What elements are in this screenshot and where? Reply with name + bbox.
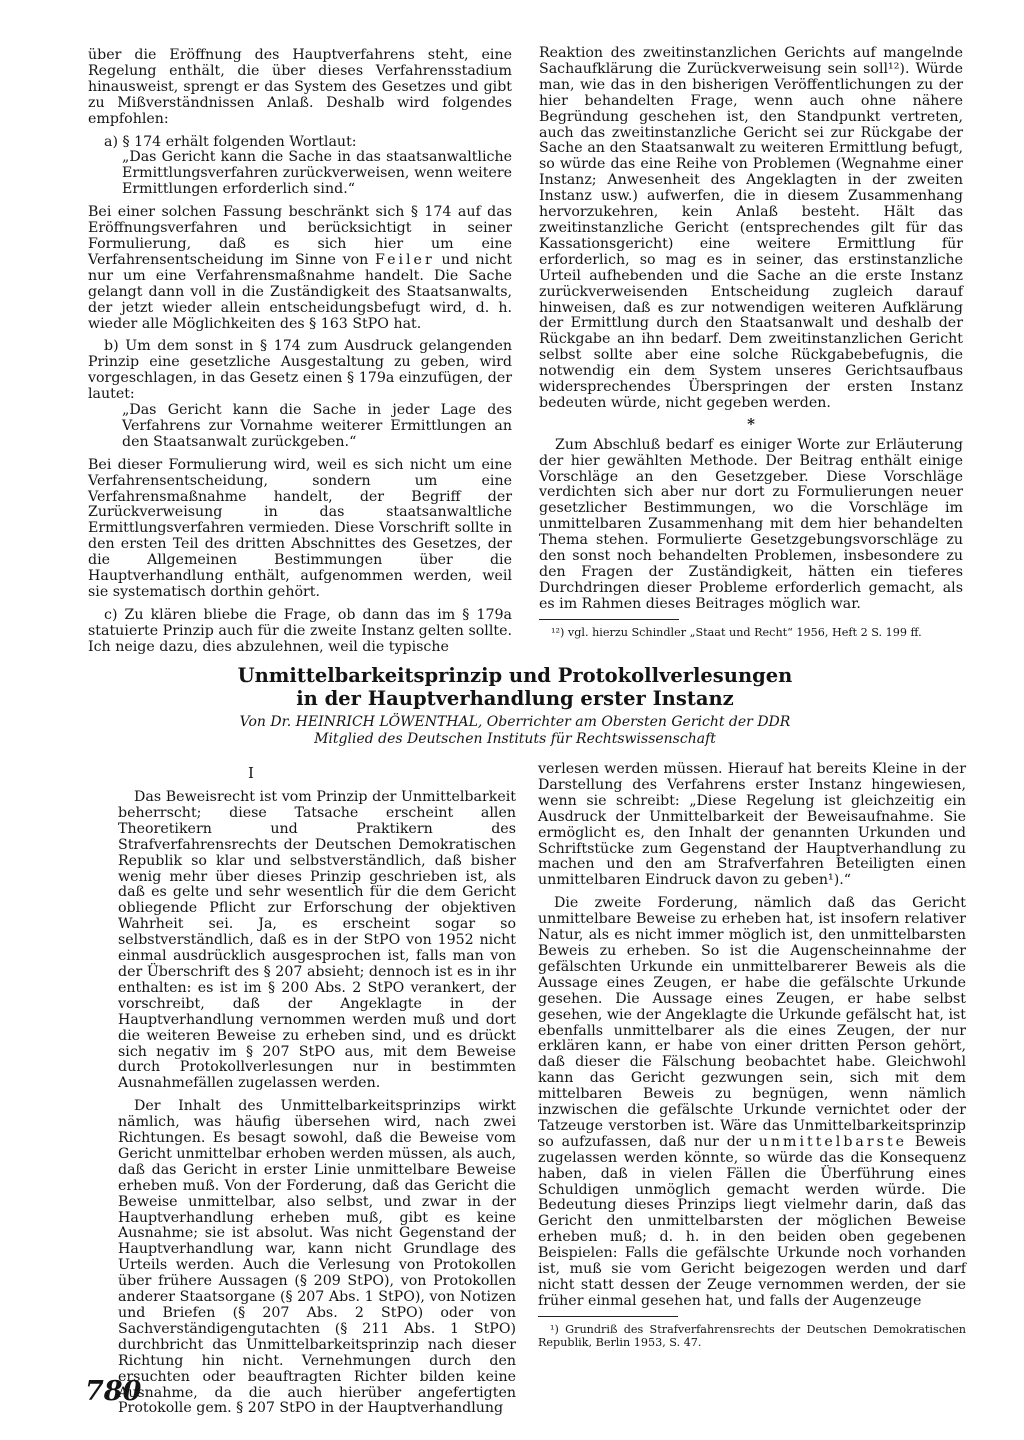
article-title-line: Unmittelbarkeitsprinzip und Protokollverlesungen (237, 664, 793, 687)
quote: „Das Gericht kann die Sache in das staatsanwaltliche Ermittlungsverfahren zurückverweisen, wenn weitere Ermittlungen erforderlich sind.“ (122, 149, 512, 198)
column-bottom-left (118, 790, 516, 1417)
text-run: Die zweite Forderung, nämlich daß das Gericht unmittelbare Beweise zu erheben hat, ist insofern relativer Natur, als es nicht immer möglich ist, den unmittelbarsten Beweis zu erheben. So ist die Augenscheinnahme der gefälschten Urkunde ein unmittelbarerer Beweis als die Aussage eines Zeugen, er habe die gefälschte Urkunde gesehen. Die Aussage eines Zeugen, er habe selbst gesehen, wie der Angeklagte die Urkunde gefälscht hat, ist ebenfalls unmittelbarer als die eines Zeugen, der nur erklären kann, er habe von einer dritten Person gehört, daß dieser die Fälschung beobachtet habe. Gleichwohl kann das Gericht gezwungen sein, sich mit dem mittelbaren Beweis zu begnügen, wenn nämlich inzwischen die gefälschte Urkunde vernichtet oder der Tatzeuge verstorben ist. Wäre das Unmittelbarkeitsprinzip so aufzufassen, daß nur der (538, 895, 966, 1150)
page-number: 780 (85, 1376, 142, 1407)
column-top-left (88, 48, 512, 656)
text-run: Bei einer solchen Fassung beschränkt sich § 174 auf das Eröffnungsverfahren und berücksichtigt in seiner Formulierung, daß es sich hier um eine Verfahrensentscheidung im Sinne von (88, 204, 512, 268)
paragraph: Das Beweisrecht ist vom Prinzip der Unmittelbarkeit beherrscht; diese Tatsache erscheint allen Theoretikern und Praktikern des Strafverfahrensrechts der Deutschen Demokratischen Republik so klar und selbstverständlich, daß bisher wenig mehr über dieses Prinzip geschrieben ist, als daß es gelte und sehr wesentlich für die dem Gericht obliegende Pflicht zur Erforschung der objektiven Wahrheit sei. Ja, es erscheint sogar so selbstverständlich, daß es in der StPO von 1952 nicht einmal ausdrücklich ausgesprochen ist, falls man von der Überschrift des § 207 absieht; dennoch ist es in ihr enthalten: es ist im § 200 Abs. 2 StPO verankert, der vorschreibt, daß der Angeklagte in der Hauptverhandlung vernommen werden muß und dort die weiteren Beweise zu erheben sind, und es drückt sich negativ im § 207 StPO aus, mit dem Beweise durch Protokollverlesungen nur in bestimmten Ausnahmefällen zugelassen werden. (118, 789, 516, 1092)
paragraph (538, 896, 966, 1310)
paragraph: über die Eröffnung des Hauptverfahrens steht, eine Regelung enthält, die über dieses Verfahrensstadium hinausweist, sprengt er das System des Gesetzes und gibt zu Mißverständnissen Anlaß. Deshalb wird folgendes empfohlen: (88, 47, 512, 127)
paragraph: a) § 174 erhält folgenden Wortlaut: (104, 133, 357, 150)
text-run: und nicht nur um eine Verfahrensmaßnahme handelt. Die Sache gelangt dann voll in die Zuständigkeit des Staatsanwalts, der jetzt wieder allein entscheidungsbefugt wird, d. h. wieder alle Möglichkeiten des § 163 StPO hat. (88, 251, 512, 332)
paragraph: Der Inhalt des Unmittelbarkeitsprinzips wirkt nämlich, was häufig übersehen wird, nach zwei Richtungen. Es besagt sowohl, daß die Beweise vom Gericht unmittelbar erhoben werden müssen, als auch, daß das Gericht in erster Linie unmittelbare Beweise erheben muß. Von der Forderung, daß das Gericht die Beweise unmittelbar, also selbst, und zwar in der Hauptverhandlung erheben muß, gibt es keine Ausnahme; sie ist absolut. Was nicht Gegenstand der Hauptverhandlung war, kann nicht Grundlage des Urteils werden. Auch die Verlesung von Protokollen über frühere Aussagen (§ 209 StPO), von Protokollen anderer Staatsorgane (§ 207 Abs. 1 StPO), von Notizen und Briefen (§ 207 Abs. 2 StPO) oder von Sachverständigengutachten (§ 211 Abs. 1 StPO) durchbricht das Unmittelbarkeitsprinzip nach dieser Richtung hin nicht. Vernehmungen durch den ersuchten oder beauftragten Richter bilden keine Ausnahme, da die auch hierüber angefertigten Protokolle gem. § 207 StPO in der Hauptverhandlung (118, 1098, 516, 1417)
article-byline (120, 714, 910, 748)
footnote-rule (539, 619, 679, 620)
paragraph (88, 205, 512, 332)
quote: „Das Gericht kann die Sache in jeder Lage des Verfahrens zur Vornahme weiterer Ermittlungen an den Staatsanwalt zurückgeben.“ (122, 402, 512, 450)
footnote: ¹) Grundriß des Strafverfahrensrechts der Deutschen Demokratischen Republik, Berlin 1953, S. 47. (538, 1322, 966, 1349)
section-divider-asterisk: * (747, 414, 755, 433)
article-title-line: in der Hauptverhandlung erster Instanz (296, 687, 734, 710)
article-title (120, 664, 910, 710)
section-number: I (248, 764, 254, 782)
byline-affiliation: Mitglied des Deutschen Instituts für Rechtswissenschaft (314, 731, 716, 747)
byline-author: Von Dr. HEINRICH LÖWENTHAL, Oberrichter am Obersten Gericht der DDR (239, 714, 791, 730)
paragraph: Reaktion des zweitinstanzlichen Gerichts auf mangelnde Sachaufklärung die Zurückverweisung sein soll¹²). Würde man, wie das in den bisherigen Veröffentlichungen zu der hier behandelten Frage, wenn auch ohne nähere Begründung geschehen ist, den Standpunkt vertreten, auch das zweitinstanzliche Gericht sei zur Rückgabe der Sache an den Staatsanwalt zu weiteren Ermittlung befugt, so würde das eine Reihe von Problemen (Wegnahme einer Instanz; Anwesenheit des Angeklagten in der zweiten Instanz usw.) aufwerfen, die in diesem Zusammenhang hervorzukehren, kein Anlaß besteht. Hält das zweitinstanzliche Gericht (entsprechendes gilt für das Kassationsgericht) eine weitere Ermittlung für erforderlich, so mag es in seiner, das erstinstanzliche Urteil aufhebenden und die Sache an die erste Instanz zurückverweisenden Entscheidung zugleich darauf hinweisen, daß es zur notwendigen weiteren Aufklärung der Ermittlung durch den Staatsanwalt und deshalb der Rückgabe an ihn bedarf. Dem zweitinstanzlichen Gericht selbst sollte aber eine solche Rückgabebefugnis, die notwendig ein dem System unseres Gerichtsaufbaus widersprechendes Überspringen der ersten Instanz bedeuten würde, nicht gegeben werden. (539, 45, 963, 411)
column-top-right (539, 46, 963, 639)
paragraph: Zum Abschluß bedarf es einiger Worte zur Erläuterung der hier gewählten Methode. Der Beitrag enthält einige Vorschläge an den Gesetzgeber. Diese Vorschläge verdichten sich aber nur dort zu Formulierungen neuer gesetzlicher Bestimmungen, wo die Vorschläge im unmittelbaren Zusammenhang mit dem hier behandelten Thema stehen. Formulierte Gesetzgebungsvorschläge zu den sonst noch behandelten Problemen, insbesondere zu den Fragen der Zuständigkeit, hätten ein tieferes Durchdringen dieser Probleme erforderlich gemacht, als es im Rahmen dieses Beitrages möglich war. (539, 436, 963, 612)
paragraph: b) Um dem sonst in § 174 zum Ausdruck gelangenden Prinzip eine gesetzliche Ausgestaltung zu geben, wird vorgeschlagen, in das Gesetz einen § 179a einzufügen, der lautet: (88, 338, 512, 403)
author-name-spaced: Feiler (375, 251, 435, 268)
emphasized-word: unmittelbarste (758, 1133, 908, 1150)
column-bottom-right (538, 762, 966, 1349)
footnote: ¹²) vgl. hierzu Schindler „Staat und Recht“ 1956, Heft 2 S. 199 ff. (551, 625, 922, 639)
paragraph: Bei dieser Formulierung wird, weil es sich nicht um eine Verfahrensentscheidung, sondern um eine Verfahrensmaßnahme handelt, der Begriff der Zurückverweisung in das staatsanwaltliche Ermittlungsverfahren vermieden. Diese Vorschrift sollte in den ersten Teil des dritten Abschnittes des Gesetzes, der die Allgemeinen Bestimmungen über die Hauptverhandlung enthält, aufgenommen werden, weil sie systematisch dorthin gehört. (88, 456, 512, 600)
paragraph: c) Zu klären bliebe die Frage, ob dann das im § 179a statuierte Prinzip auch für die zweite Instanz gelten sollte. Ich neige dazu, dies abzulehnen, weil die typische (88, 606, 512, 655)
text-run: Beweis zugelassen werden könnte, so würde das die Konsequenz haben, daß in vielen Fällen die Überführung eines Schuldigen unmöglich gemacht werden würde. Die Bedeutung dieses Prinzips liegt vielmehr darin, daß das Gericht den unmittelbarsten der möglichen Beweise erheben muß; d. h. in den beiden oben gegebenen Beispielen: Falls die gefälschte Urkunde noch vorhanden ist, muß sie vom Gericht beigezogen werden und darf nicht statt dessen der Zeuge vernommen werden, der sie früher einmal gesehen hat, und falls der Augenzeuge (538, 1133, 966, 1309)
paragraph: verlesen werden müssen. Hierauf hat bereits Kleine in der Darstellung des Verfahrens erster Instanz hingewiesen, wenn sie schreibt: „Diese Regelung ist gleichzeitig ein Ausdruck der Unmittelbarkeit der Beweisaufnahme. Sie ermöglicht es, den Inhalt der genannten Urkunden und Schriftstücke zum Gegenstand der Hauptverhandlung zu machen und den am Strafverfahren Beteiligten einen unmittelbaren Eindruck davon zu geben¹).“ (538, 761, 966, 889)
footnote-rule (538, 1316, 678, 1317)
